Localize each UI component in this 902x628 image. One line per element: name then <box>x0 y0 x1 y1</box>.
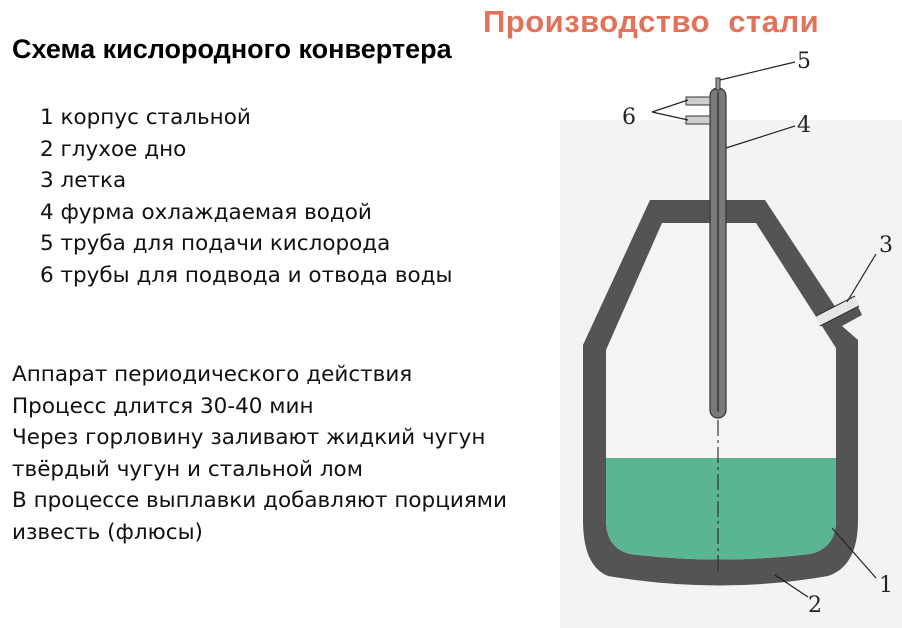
page-title: Схема кислородного конвертера <box>12 34 452 64</box>
legend-item: 3 летка <box>40 168 127 193</box>
callout-6: 6 <box>622 105 636 130</box>
legend-item: 5 труба для подачи кислорода <box>40 231 391 256</box>
note-line: Через горловину заливают жидкий чугун <box>12 425 486 450</box>
callout-3: 3 <box>879 233 893 258</box>
water-pipe-upper <box>686 97 710 105</box>
water-pipe-lower <box>686 116 710 124</box>
callout-2: 2 <box>808 593 822 618</box>
note-line: Аппарат периодического действия <box>12 362 413 387</box>
note-line: В процессе выплавки добавляют порциями <box>12 488 507 513</box>
note-line: Процесс длится 30-40 мин <box>12 393 314 419</box>
legend-item: 4 фурма охлаждаемая водой <box>40 199 372 225</box>
legend-item: 6 трубы для подвода и отвода воды <box>40 262 453 288</box>
note-line: известь (флюсы) <box>12 519 203 545</box>
legend-item: 1 корпус стальной <box>40 105 251 130</box>
note-line: твёрдый чугун и стальной лом <box>12 456 363 482</box>
callout-5: 5 <box>797 49 811 74</box>
callout-4: 4 <box>797 113 811 138</box>
legend-item: 2 глухое дно <box>40 136 187 162</box>
header-title: Производство стали <box>483 4 820 39</box>
molten-metal <box>606 458 836 560</box>
callout-1: 1 <box>879 573 893 598</box>
